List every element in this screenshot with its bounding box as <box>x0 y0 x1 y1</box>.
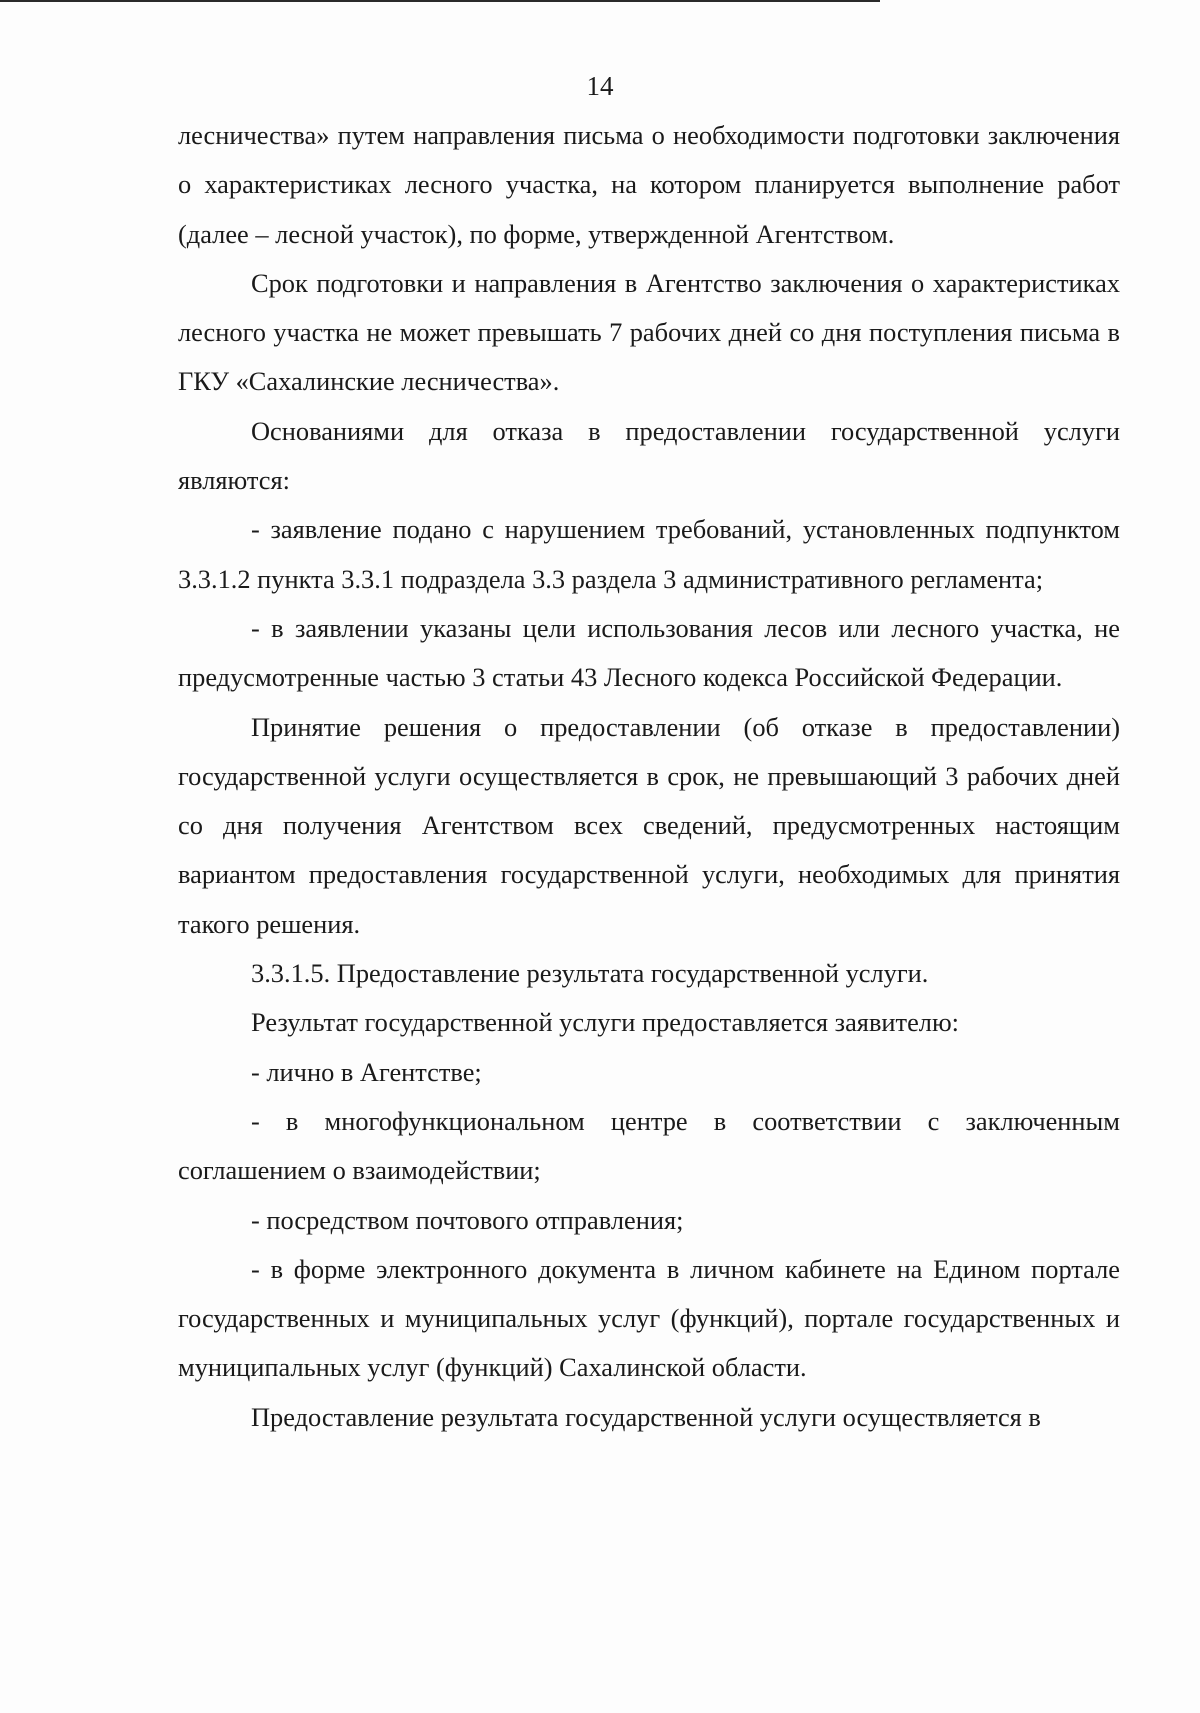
page-number: 14 <box>586 71 614 101</box>
paragraph-7: 3.3.1.5. Предоставление результата государственной услуги. <box>251 958 929 989</box>
paragraph-9: - лично в Агентстве; <box>251 1056 482 1087</box>
paragraph-1: лесничества» путем направления письма о необходимости подготовки заключения о характеристиках лесного участка, на котором планируется выполнение работ (далее – лесной участок), по форме, утвержденной Агентством. <box>178 120 1120 249</box>
paragraph-12: - в форме электронного документа в личном кабинете на Едином портале государственных и муниципальных услуг (функций), портале государственных и муниципальных услуг (функций) Сахалинской области. <box>178 1253 1120 1383</box>
paragraph-3: Основаниями для отказа в предоставлении государственной услуги являются: <box>178 415 1120 496</box>
paragraph-5: - в заявлении указаны цели использования лесов или лесного участка, не предусмотренные частью 3 статьи 43 Лесного кодекса Российской Федерации. <box>178 612 1120 693</box>
paragraph-10: - в многофункциональном центре в соответствии с заключенным соглашением о взаимодействии; <box>178 1105 1120 1186</box>
paragraph-11: - посредством почтового отправления; <box>251 1204 684 1235</box>
top-border-line <box>0 0 880 2</box>
paragraph-13: Предоставление результата государственной услуги осуществляется в <box>251 1401 1041 1432</box>
paragraph-4: - заявление подано с нарушением требований, установленных подпунктом 3.3.1.2 пункта 3.3.1 подраздела 3.3 раздела 3 административного регламента; <box>178 514 1120 594</box>
paragraph-6: Принятие решения о предоставлении (об отказе в предоставлении) государственной услуги осуществляется в срок, не превышающий 3 рабочих дней со дня получения Агентством всех сведений, предусмотренных настоящим вариантом предоставления государственной услуги, необходимых для принятия такого решения. <box>178 711 1120 939</box>
paragraph-2: Срок подготовки и направления в Агентство заключения о характеристиках лесного участка не может превышать 7 рабочих дней со дня поступления письма в ГКУ «Сахалинские лесничества». <box>178 267 1120 397</box>
paragraph-8: Результат государственной услуги предоставляется заявителю: <box>251 1007 959 1038</box>
document-body <box>178 111 1120 1442</box>
